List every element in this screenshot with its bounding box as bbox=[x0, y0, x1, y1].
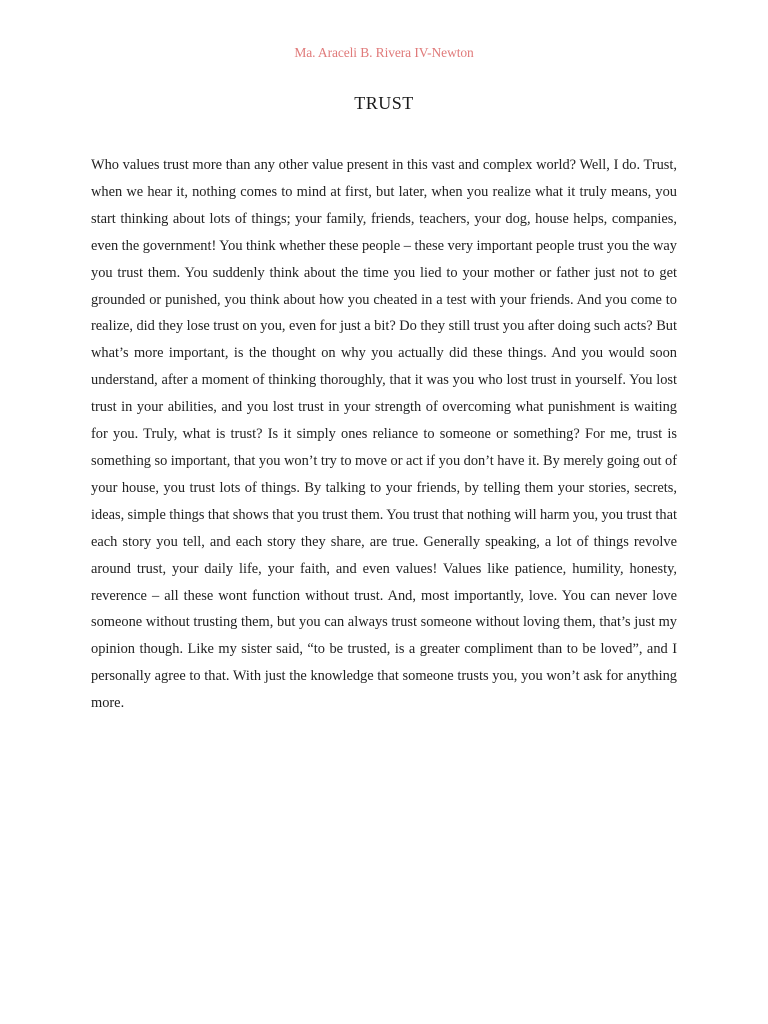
document-title: TRUST bbox=[354, 93, 414, 113]
body-paragraph: Who values trust more than any other value present in this vast and complex world? Well, I do. Trust, when we hear it, nothing comes to mind at first, but later, when you realize what it truly means, you start thinking about lots of things; your family, friends, teachers, your dog, house helps, companies, even the government! You think whether these people – these very important people trust you the way you trust them. You suddenly think about the time you lied to your mother or father just not to get grounded or punished, you think about how you cheated in a test with your friends. And you come to realize, did they lose trust on you, even for just a bit? Do they still trust you after doing such acts? But what’s more important, is the thought on why you actually did these things. And you would soon understand, after a moment of thinking thoroughly, that it was you who lost trust in yourself. You lost trust in your abilities, and you lost trust in your strength of overcoming what punishment is waiting for you. Truly, what is trust? Is it simply ones reliance to someone or something? For me, trust is something so important, that you won’t try to move or act if you don’t have it. By merely going out of your house, you trust lots of things. By talking to your friends, by telling them your stories, secrets, ideas, simple things that shows that you trust them. You trust that nothing will harm you, you trust that each story you tell, and each story they share, are true. Generally speaking, a lot of things revolve around trust, your daily life, your faith, and even values! Values like patience, humility, honesty, reverence – all these wont function without trust. And, most importantly, love. You can never love someone without trusting them, but you can always trust someone without loving them, that’s just my opinion though. Like my sister said, “to be trusted, is a greater compliment than to be loved”, and I personally agree to that. With just the knowledge that someone trusts you, you won’t ask for anything more. bbox=[91, 157, 677, 712]
author-name: Ma. Araceli B. Rivera IV-Newton bbox=[294, 45, 474, 60]
